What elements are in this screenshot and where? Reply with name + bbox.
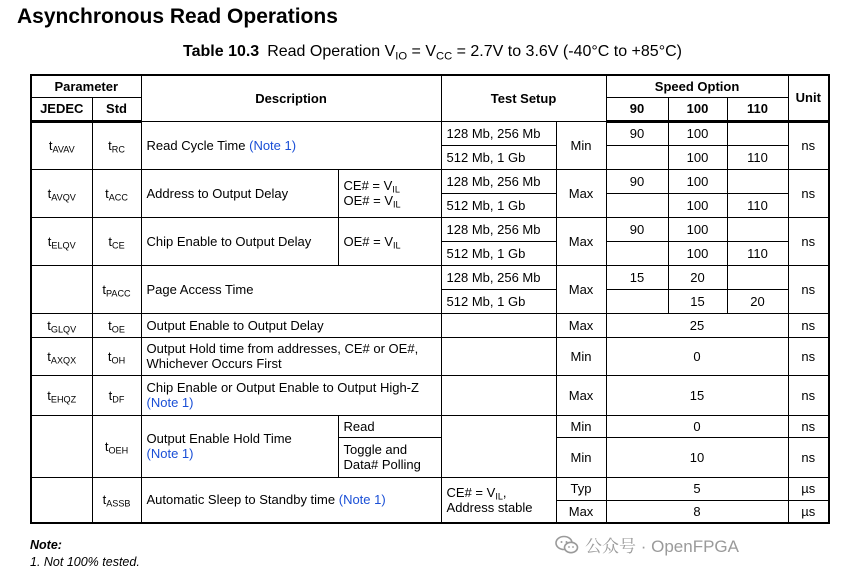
caption-text: = 2.7V to 3.6V (-40°C to +85°C) (452, 43, 682, 60)
value-90: 90 (606, 217, 668, 241)
condition: Read (338, 415, 441, 437)
description: Chip Enable to Output Delay (141, 217, 338, 265)
density: 128 Mb, 256 Mb (441, 121, 556, 145)
value-90: 90 (606, 169, 668, 193)
header-test-setup: Test Setup (441, 75, 606, 121)
value-110: 20 (727, 289, 788, 313)
watermark (555, 532, 739, 557)
note-link[interactable]: (Note 1) (249, 137, 297, 153)
unit: ns (788, 217, 829, 265)
limit: Min (556, 337, 606, 375)
value-110: 110 (727, 193, 788, 217)
jedec-symbol: $t_{AVAV}$ (31, 121, 92, 169)
value: 0 (606, 337, 788, 375)
value-110 (727, 121, 788, 145)
limit: Max (556, 500, 606, 523)
value: 15 (606, 375, 788, 415)
condition: OE# = $V_{IL}$ (338, 217, 441, 265)
header-speed-100: 100 (668, 97, 727, 121)
table-row (31, 217, 829, 241)
caption-sub: IO (395, 50, 408, 63)
density: 512 Mb, 1 Gb (441, 193, 556, 217)
limit: Max (556, 313, 606, 337)
value: 25 (606, 313, 788, 337)
description: Automatic Sleep to Standby time (Note 1) (141, 477, 441, 523)
limit: Max (556, 169, 606, 217)
value-90 (606, 145, 668, 169)
jedec-symbol: $t_{AVQV}$ (31, 169, 92, 217)
limit: Min (556, 121, 606, 169)
unit: µs (788, 477, 829, 500)
table-row (31, 415, 829, 437)
value-100: 100 (668, 121, 727, 145)
condition: Toggle and Data# Polling (338, 437, 441, 477)
watermark-text: 公众号 · OpenFPGA (585, 537, 739, 556)
std-symbol: $t_{OE}$ (92, 313, 141, 337)
caption-text: = V (407, 43, 436, 60)
limit: Max (556, 217, 606, 265)
description: Address to Output Delay (141, 169, 338, 217)
note-section (30, 537, 140, 571)
note-item: 1. Not 100% tested. (30, 555, 140, 569)
unit: ns (788, 265, 829, 313)
std-symbol: $t_{CE}$ (92, 217, 141, 265)
std-symbol: $t_{ACC}$ (92, 169, 141, 217)
description: Output Hold time from addresses, CE# or OE#, Whichever Occurs First (141, 337, 441, 375)
value-110 (727, 265, 788, 289)
note-link[interactable]: (Note 1) (146, 446, 194, 461)
jedec-symbol: $t_{ELQV}$ (31, 217, 92, 265)
value-100: 15 (668, 289, 727, 313)
table-row (31, 313, 829, 337)
value-100: 20 (668, 265, 727, 289)
value-100: 100 (668, 169, 727, 193)
caption-text: Read Operation V (267, 43, 396, 60)
description: Chip Enable or Output Enable to Output High-Z (Note 1) (141, 375, 441, 415)
value-90 (606, 241, 668, 265)
std-symbol: $t_{RC}$ (92, 121, 141, 169)
table-row (31, 337, 829, 375)
header-speed-110: 110 (727, 97, 788, 121)
limit: Max (556, 265, 606, 313)
header-description: Description (141, 75, 441, 121)
wechat-icon (555, 535, 579, 555)
density: 128 Mb, 256 Mb (441, 169, 556, 193)
std-symbol: $t_{OH}$ (92, 337, 141, 375)
table-row (31, 477, 829, 500)
density: 512 Mb, 1 Gb (441, 145, 556, 169)
value-100: 100 (668, 193, 727, 217)
value: 0 (606, 415, 788, 437)
std-symbol: $t_{ASSB}$ (92, 477, 141, 523)
header-jedec: JEDEC (31, 97, 92, 121)
unit: ns (788, 415, 829, 437)
description: Page Access Time (141, 265, 441, 313)
value-110: 110 (727, 145, 788, 169)
density: 128 Mb, 256 Mb (441, 217, 556, 241)
density: 512 Mb, 1 Gb (441, 289, 556, 313)
value-110 (727, 217, 788, 241)
jedec-symbol (31, 265, 92, 313)
note-link[interactable]: (Note 1) (146, 395, 194, 410)
jedec-symbol (31, 477, 92, 523)
description: Read Cycle Time (Note 1) (141, 121, 441, 169)
value-110: 110 (727, 241, 788, 265)
unit: ns (788, 375, 829, 415)
test-setup (441, 375, 556, 415)
condition: CE# = $V_{IL}$ OE# = $V_{IL}$ (338, 169, 441, 217)
density: 128 Mb, 256 Mb (441, 265, 556, 289)
description: Output Enable Hold Time (Note 1) (141, 415, 338, 477)
header-parameter: Parameter (31, 75, 141, 97)
std-symbol: $t_{OEH}$ (92, 415, 141, 477)
value: 8 (606, 500, 788, 523)
read-operations-table (30, 74, 830, 524)
unit: ns (788, 437, 829, 477)
jedec-symbol: $t_{AXQX}$ (31, 337, 92, 375)
jedec-symbol (31, 415, 92, 477)
jedec-symbol: $t_{EHQZ}$ (31, 375, 92, 415)
page-title: Asynchronous Read Operations (17, 5, 338, 28)
value-100: 100 (668, 217, 727, 241)
limit: Max (556, 375, 606, 415)
table-row (31, 265, 829, 289)
value-100: 100 (668, 241, 727, 265)
limit: Min (556, 437, 606, 477)
header-speed-option: Speed Option (606, 75, 788, 97)
header-speed-90: 90 (606, 97, 668, 121)
header-unit: Unit (788, 75, 829, 121)
header-std: Std (92, 97, 141, 121)
unit: ns (788, 169, 829, 217)
jedec-symbol: $t_{GLQV}$ (31, 313, 92, 337)
description: Output Enable to Output Delay (141, 313, 441, 337)
density: 512 Mb, 1 Gb (441, 241, 556, 265)
caption-label: Table 10.3 (183, 43, 260, 60)
value-90 (606, 193, 668, 217)
std-symbol: $t_{PACC}$ (92, 265, 141, 313)
unit: ns (788, 337, 829, 375)
value-100: 100 (668, 145, 727, 169)
limit: Typ (556, 477, 606, 500)
value-90: 15 (606, 265, 668, 289)
caption-sub: CC (436, 50, 453, 63)
limit: Min (556, 415, 606, 437)
value: 10 (606, 437, 788, 477)
table-caption (0, 43, 865, 61)
value: 5 (606, 477, 788, 500)
unit: ns (788, 313, 829, 337)
value-90: 90 (606, 121, 668, 145)
test-setup (441, 313, 556, 337)
test-setup (441, 415, 556, 477)
note-heading: Note: (30, 538, 62, 552)
note-link[interactable]: (Note 1) (338, 492, 386, 508)
std-symbol: $t_{DF}$ (92, 375, 141, 415)
value-90 (606, 289, 668, 313)
test-setup: CE# = $V_{IL}$, Address stable (441, 477, 556, 523)
unit: µs (788, 500, 829, 523)
value-110 (727, 169, 788, 193)
table-row (31, 169, 829, 193)
table-row (31, 375, 829, 415)
unit: ns (788, 121, 829, 169)
table-row (31, 121, 829, 145)
test-setup (441, 337, 556, 375)
